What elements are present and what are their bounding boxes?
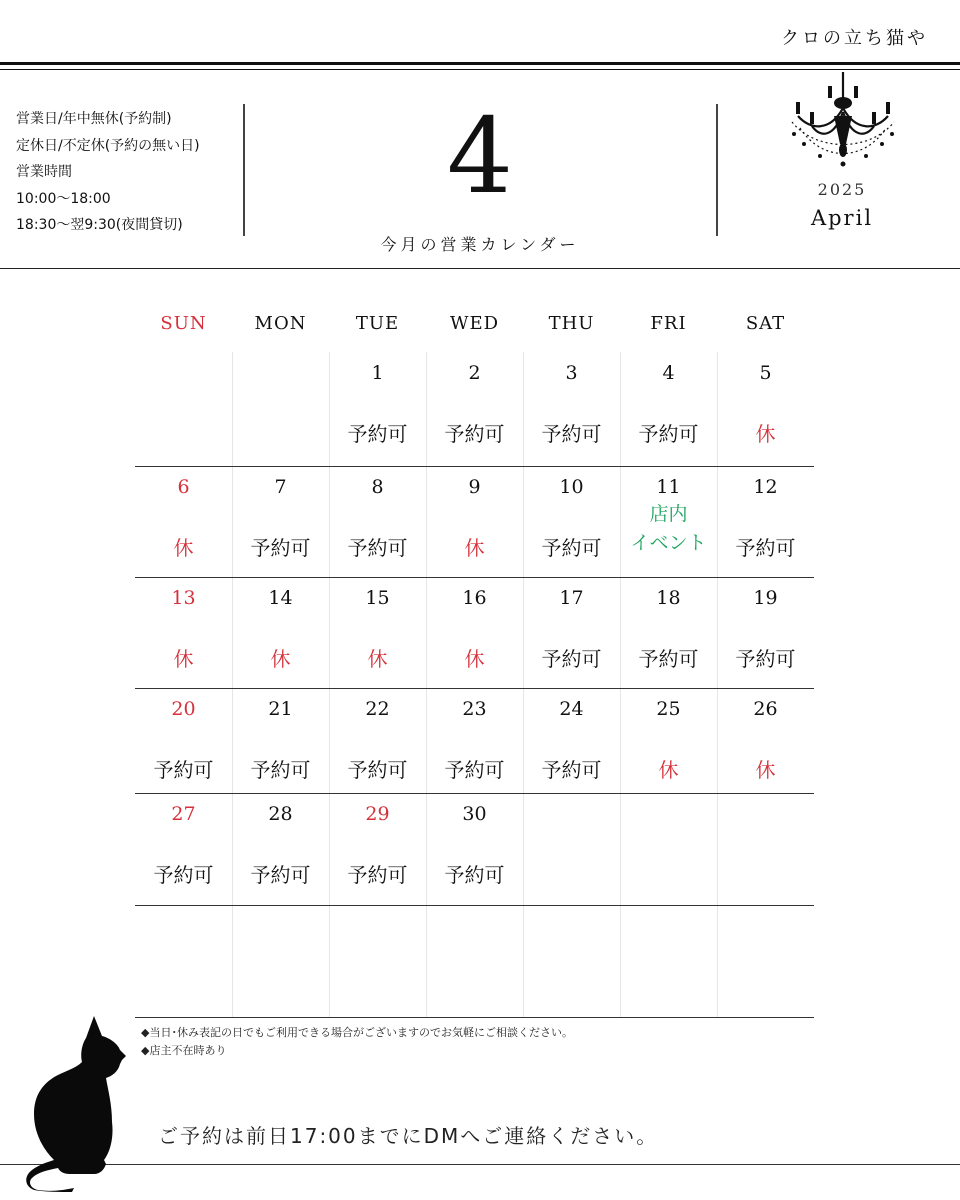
header-bottom-line [0, 268, 960, 269]
weekday-header: MON [254, 313, 307, 334]
available-status: 予約可 [153, 758, 214, 782]
info-line: 営業時間 [16, 164, 72, 180]
grid-column-line [620, 352, 621, 1017]
day-number: 21 [268, 698, 293, 720]
month-number: 4 [446, 95, 514, 217]
available-status: 予約可 [250, 536, 311, 560]
available-status: 予約可 [153, 863, 214, 887]
weekday-header: WED [449, 313, 500, 334]
day-number: 10 [559, 476, 584, 498]
week-divider [135, 793, 814, 794]
day-number: 11 [656, 476, 681, 498]
day-number: 23 [462, 698, 487, 720]
day-number: 26 [753, 698, 778, 720]
shop-name: クロの立ち猫や [781, 28, 928, 49]
bottom-line [0, 1164, 960, 1165]
top-divider-thick [0, 62, 960, 65]
available-status: 予約可 [250, 758, 311, 782]
calendar-title: 今月の営業カレンダー [380, 235, 580, 254]
weekday-header: SAT [745, 313, 786, 334]
week-divider [135, 905, 814, 906]
note-line: ◆店主不在時あり [141, 1044, 227, 1057]
available-status: 予約可 [347, 758, 408, 782]
closed-status: 休 [755, 758, 776, 782]
weekday-header: THU [548, 313, 595, 334]
available-status: 予約可 [444, 422, 505, 446]
day-number: 5 [759, 362, 772, 384]
available-status: 予約可 [735, 647, 796, 671]
grid-column-line [523, 352, 524, 1017]
info-line: 営業日/年中無休(予約制) [16, 111, 172, 127]
day-number: 19 [753, 587, 778, 609]
day-number: 3 [565, 362, 578, 384]
day-number: 12 [753, 476, 778, 498]
day-number: 18 [656, 587, 681, 609]
week-divider [135, 466, 814, 467]
available-status: 予約可 [347, 536, 408, 560]
closed-status: 休 [755, 422, 776, 446]
available-status: 予約可 [444, 863, 505, 887]
header-divider-right [716, 104, 718, 236]
month-name: April [810, 206, 874, 230]
available-status: 予約可 [347, 422, 408, 446]
available-status: 予約可 [347, 863, 408, 887]
day-number: 20 [171, 698, 196, 720]
event-status: 店内 イベント [630, 503, 707, 554]
weekday-header: FRI [650, 313, 687, 334]
booking-message: ご予約は前日17:00までにDMへご連絡ください。 [158, 1124, 659, 1148]
note-line: ◆当日･休み表記の日でもご利用できる場合がございますのでお気軽にご相談ください。 [141, 1026, 573, 1039]
week-divider [135, 577, 814, 578]
day-number: 28 [268, 803, 293, 825]
closed-status: 休 [658, 758, 679, 782]
info-line: 10:00〜18:00 [16, 190, 111, 207]
grid-column-line [329, 352, 330, 1017]
header-divider-left [243, 104, 245, 236]
available-status: 予約可 [638, 647, 699, 671]
grid-column-line [426, 352, 427, 1017]
info-line: 定休日/不定休(予約の無い日) [16, 137, 200, 154]
day-number: 16 [462, 587, 487, 609]
day-number: 25 [656, 698, 681, 720]
chandelier-icon [780, 72, 906, 172]
week-divider [135, 1017, 814, 1018]
day-number: 9 [468, 476, 481, 498]
closed-status: 休 [173, 536, 194, 560]
grid-column-line [232, 352, 233, 1017]
available-status: 予約可 [444, 758, 505, 782]
day-number: 14 [268, 587, 293, 609]
black-cat-icon [24, 1014, 134, 1192]
day-number: 30 [462, 803, 487, 825]
day-number: 4 [662, 362, 675, 384]
day-number: 15 [365, 587, 390, 609]
day-number: 27 [171, 803, 196, 825]
closed-status: 休 [367, 647, 388, 671]
day-number: 22 [365, 698, 390, 720]
business-info [16, 106, 200, 239]
day-number: 13 [171, 587, 196, 609]
weekday-header: SUN [160, 313, 207, 334]
available-status: 予約可 [541, 422, 602, 446]
grid-column-line [717, 352, 718, 1017]
day-number: 8 [371, 476, 384, 498]
closed-status: 休 [173, 647, 194, 671]
weekday-header: TUE [355, 313, 400, 334]
day-number: 2 [468, 362, 481, 384]
closed-status: 休 [464, 536, 485, 560]
available-status: 予約可 [735, 536, 796, 560]
day-number: 24 [559, 698, 584, 720]
available-status: 予約可 [250, 863, 311, 887]
week-divider [135, 688, 814, 689]
available-status: 予約可 [541, 647, 602, 671]
available-status: 予約可 [541, 758, 602, 782]
year-label: 2025 [817, 180, 867, 199]
available-status: 予約可 [541, 536, 602, 560]
closed-status: 休 [464, 647, 485, 671]
available-status: 予約可 [638, 422, 699, 446]
day-number: 17 [559, 587, 584, 609]
info-line: 18:30〜翌9:30(夜間貸切) [16, 217, 183, 233]
closed-status: 休 [270, 647, 291, 671]
day-number: 7 [274, 476, 287, 498]
day-number: 29 [365, 803, 390, 825]
notes [141, 1024, 573, 1060]
top-divider-thin [0, 69, 960, 70]
day-number: 6 [177, 476, 190, 498]
day-number: 1 [371, 362, 384, 384]
